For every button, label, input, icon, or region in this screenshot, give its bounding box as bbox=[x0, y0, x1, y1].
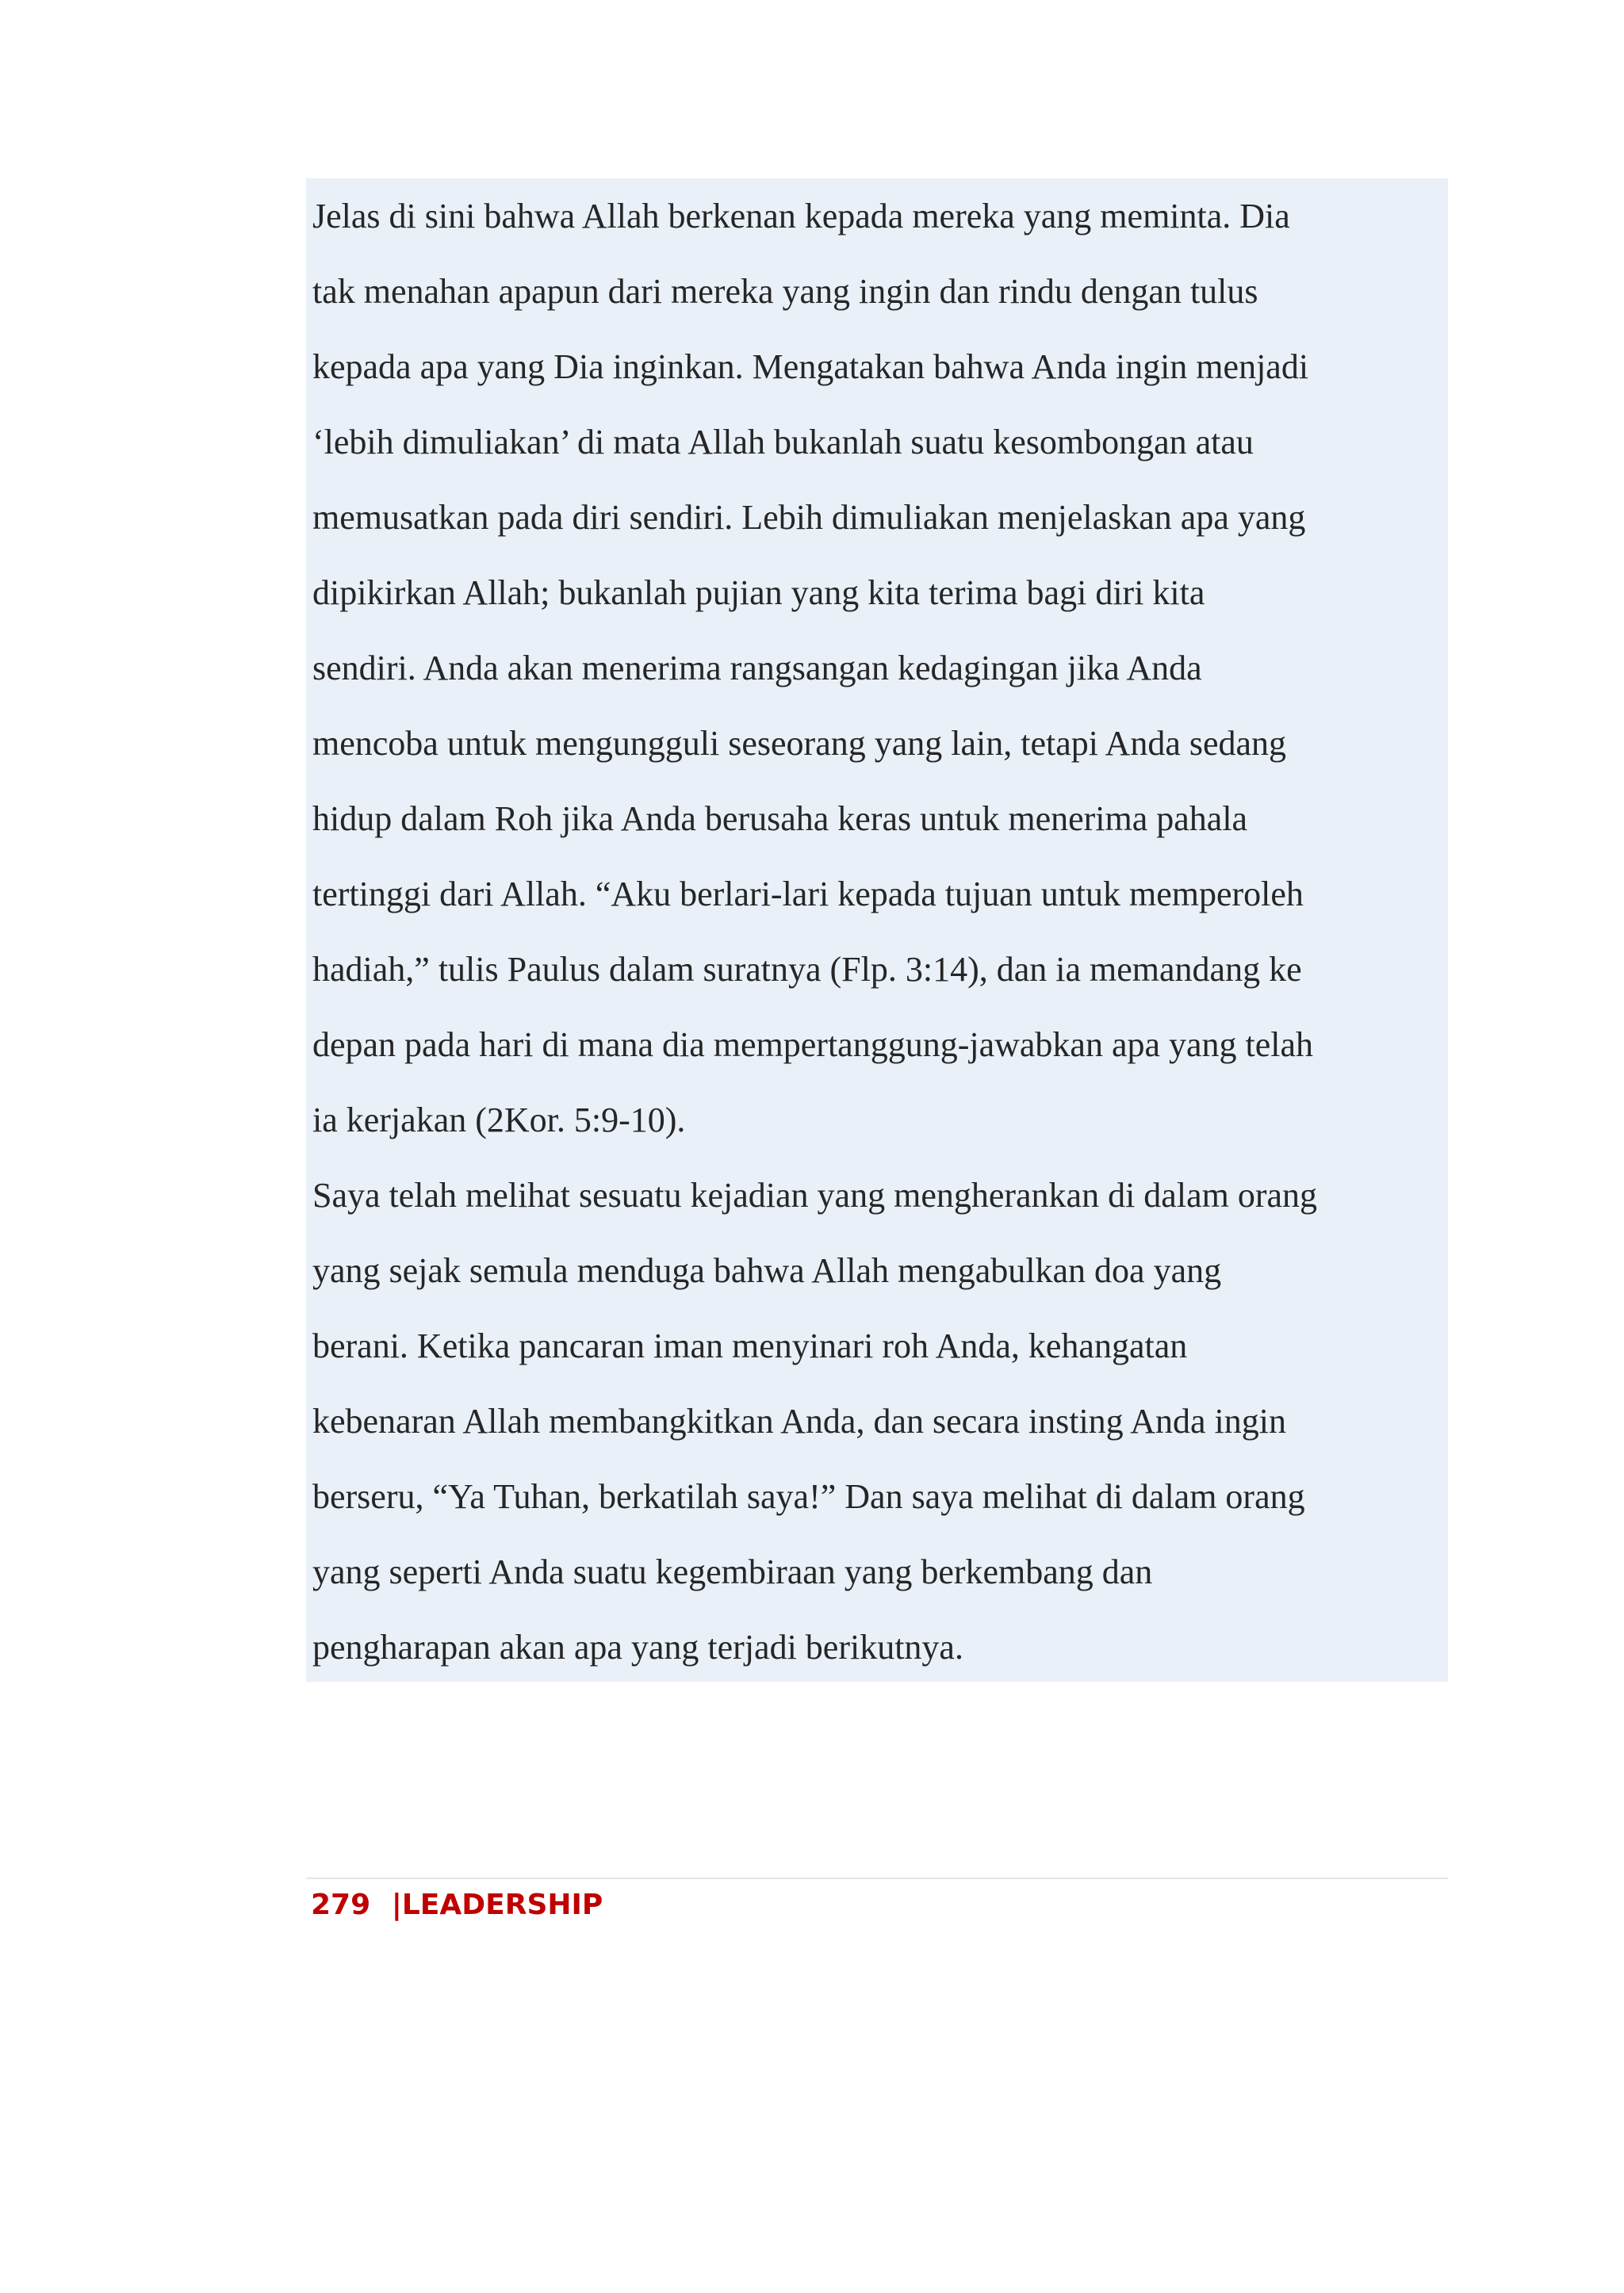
paragraph-line: mencoba untuk mengungguli seseorang yang lain, tetapi Anda sedang bbox=[312, 724, 1287, 763]
paragraph-line: ia kerjakan (2Kor. 5:9-10). bbox=[312, 1101, 686, 1139]
paragraph-line: hadiah,” tulis Paulus dalam suratnya (Flp. 3:14), dan ia memandang ke bbox=[312, 950, 1302, 989]
paragraph-line: yang sejak semula menduga bahwa Allah mengabulkan doa yang bbox=[312, 1251, 1222, 1290]
paragraph-line: pengharapan akan apa yang terjadi berikutnya. bbox=[312, 1628, 963, 1667]
paragraph-line: dipikirkan Allah; bukanlah pujian yang kita terima bagi diri kita bbox=[312, 573, 1205, 612]
page-number: 279 bbox=[311, 1889, 371, 1921]
paragraph-line: kebenaran Allah membangkitkan Anda, dan secara insting Anda ingin bbox=[312, 1402, 1287, 1441]
paragraph-line: Saya telah melihat sesuatu kejadian yang mengherankan di dalam orang bbox=[312, 1176, 1317, 1215]
paragraph-line: sendiri. Anda akan menerima rangsangan kedagingan jika Anda bbox=[312, 649, 1202, 687]
paragraph-2 bbox=[312, 1158, 1448, 1685]
paragraph-line: berani. Ketika pancaran iman menyinari roh Anda, kehangatan bbox=[312, 1326, 1188, 1365]
footer-divider bbox=[306, 1878, 1448, 1879]
paragraph-line: kepada apa yang Dia inginkan. Mengatakan bahwa Anda ingin menjadi bbox=[312, 347, 1309, 386]
paragraph-line: berseru, “Ya Tuhan, berkatilah saya!” Dan saya melihat di dalam orang bbox=[312, 1477, 1305, 1516]
footer-separator: | bbox=[391, 1889, 402, 1921]
paragraph-1 bbox=[312, 178, 1448, 1158]
paragraph-line: tertinggi dari Allah. “Aku berlari-lari kepada tujuan untuk memperoleh bbox=[312, 875, 1304, 913]
paragraph-line: Jelas di sini bahwa Allah berkenan kepada mereka yang meminta. Dia bbox=[312, 197, 1290, 235]
paragraph-line: tak menahan apapun dari mereka yang ingin dan rindu dengan tulus bbox=[312, 272, 1258, 311]
paragraph-line: depan pada hari di mana dia mempertanggung-jawabkan apa yang telah bbox=[312, 1025, 1314, 1064]
highlighted-text-block bbox=[306, 178, 1448, 1682]
paragraph-line: ‘lebih dimuliakan’ di mata Allah bukanlah suatu kesombongan atau bbox=[312, 423, 1254, 461]
paragraph-line: yang seperti Anda suatu kegembiraan yang berkembang dan bbox=[312, 1552, 1153, 1591]
section-title: LEADERSHIP bbox=[401, 1889, 603, 1921]
paragraph-line: memusatkan pada diri sendiri. Lebih dimuliakan menjelaskan apa yang bbox=[312, 498, 1306, 537]
page-footer bbox=[311, 1885, 603, 1925]
paragraph-line: hidup dalam Roh jika Anda berusaha keras untuk menerima pahala bbox=[312, 799, 1248, 838]
